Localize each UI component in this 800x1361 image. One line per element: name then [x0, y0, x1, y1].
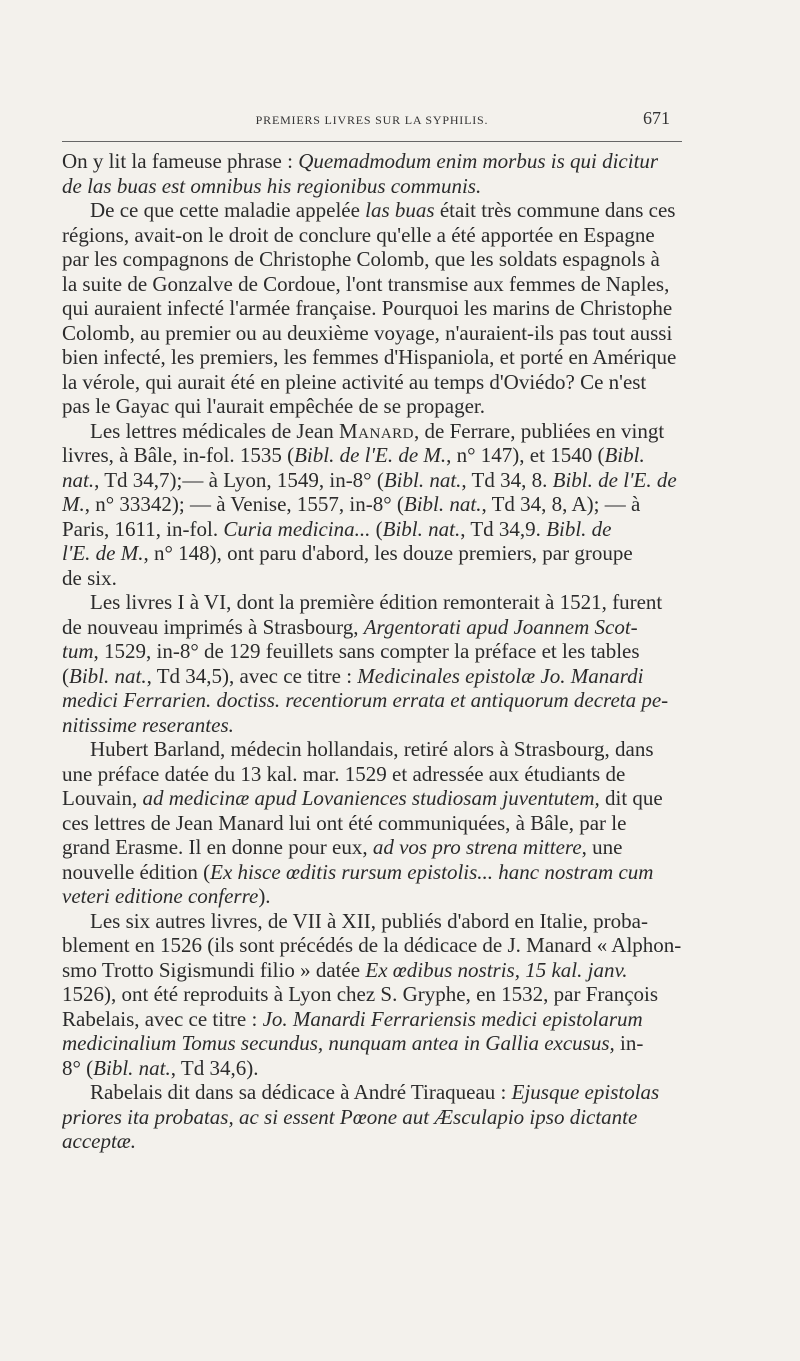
text-segment: smo Trotto Sigismundi filio » datée [62, 957, 366, 982]
text-segment: 1526), ont été reproduits à Lyon chez S. Gryphe, en 1532, par François [62, 982, 659, 1006]
text-segment: Rabelais, avec ce titre : [62, 1006, 263, 1031]
text-segment: grand Erasme. Il en donne pour eux, [62, 835, 373, 859]
italic-text: Quemadmodum enim morbus is qui dicitur [298, 149, 659, 173]
text-line [62, 737, 682, 762]
text-segment: , une [581, 835, 623, 859]
text-segment: , de Ferrare, publiées en vingt [414, 418, 665, 443]
italic-text: ad medicinæ apud Lovaniences studiosam juventutem, [142, 786, 600, 810]
text-line [62, 247, 682, 272]
italic-text: l'E. de M. [62, 541, 144, 565]
text-line [62, 884, 682, 909]
text-line [62, 590, 682, 615]
text-line [62, 909, 682, 934]
text-line [62, 1031, 682, 1056]
italic-text: priores ita probatas, ac si essent Pœone aut Æsculapio ipso dictante [62, 1104, 638, 1129]
text-line [62, 982, 682, 1007]
italic-text: Argentorati apud Joannem Scot- [363, 614, 638, 639]
text-segment: une préface datée du 13 kal. mar. 1529 et adressée aux étudiants de [62, 761, 626, 786]
text-segment: 8° ( [62, 1055, 94, 1080]
text-line [62, 468, 682, 493]
text-line [62, 517, 682, 542]
text-segment: De ce que cette maladie appelée [90, 198, 366, 222]
italic-text: nat. [62, 467, 95, 492]
italic-text: Medicinales epistolæ Jo. Manardi [357, 663, 644, 688]
italic-text: de las buas est omnibus his regionibus communis. [62, 173, 482, 198]
text-line [62, 811, 682, 836]
text-segment: Paris, 1611, in-fol. [62, 516, 224, 541]
text-segment: livres, à Bâle, in-fol. 1535 ( [62, 443, 295, 467]
text-segment: , Td 34,5), avec ce titre : [146, 663, 358, 688]
text-segment: , Td 34, 8. [461, 467, 553, 492]
text-line [62, 223, 682, 248]
text-line [62, 272, 682, 297]
text-segment: Hubert Barland, médecin hollandais, retiré alors à Strasbourg, dans [90, 737, 654, 761]
text-segment: régions, avait-on le droit de conclure qu'elle a été apportée en Espagne [62, 222, 655, 247]
text-segment: , n° 148), ont paru d'abord, les douze premiers, par groupe [143, 541, 633, 565]
text-segment: , Td 34,6). [170, 1055, 259, 1080]
text-line [62, 786, 682, 811]
text-line [62, 198, 682, 223]
text-segment: ). [258, 884, 271, 908]
text-segment: , Td 34,7);— à Lyon, 1549, in-8° ( [94, 467, 384, 492]
italic-text: ad vos pro strena mittere [372, 835, 582, 859]
italic-text: tum [62, 639, 94, 663]
text-segment: nouvelle édition ( [62, 859, 211, 884]
text-line [62, 713, 682, 738]
text-segment: ( [370, 516, 383, 541]
text-segment: de nouveau imprimés à Strasbourg, [62, 614, 364, 639]
italic-text: acceptæ. [62, 1129, 137, 1153]
text-segment: Les lettres médicales de Jean [90, 418, 339, 443]
italic-text: medicinalium Tomus secundus, nunquam antea in Gallia excusus, [62, 1031, 615, 1055]
text-line [62, 835, 682, 860]
text-segment: Rabelais dit dans sa dédicace à André Tiraqueau : [90, 1080, 512, 1104]
smallcaps-name: Manard [338, 418, 414, 443]
text-line [62, 958, 682, 983]
text-line [62, 321, 682, 346]
italic-text: Bibl. nat. [69, 663, 147, 688]
italic-text: veteri editione conferre [62, 884, 259, 908]
text-line [62, 933, 682, 958]
italic-text: Bibl. nat. [403, 492, 482, 516]
text-line [62, 370, 682, 395]
text-segment: , n° 147), et 1540 ( [446, 443, 605, 467]
text-segment: , Td 34, 8, A); — à [481, 492, 641, 516]
text-line [62, 492, 682, 517]
page-header [62, 108, 682, 138]
text-line [62, 149, 682, 174]
text-segment: Louvain, [62, 786, 143, 810]
text-segment: de six. [62, 565, 117, 590]
text-segment: blement en 1526 (ils sont précédés de la dédicace de J. Manard « Alphon- [62, 933, 682, 957]
italic-text: medici Ferrarien. doctiss. recentiorum errata et antiquorum decreta pe- [62, 688, 669, 712]
italic-text: nitissime reserantes. [62, 712, 234, 737]
text-line [62, 566, 682, 591]
text-line [62, 762, 682, 787]
text-line [62, 1056, 682, 1081]
italic-text: Bibl. nat. [93, 1055, 171, 1080]
italic-text: Bibl. de l'E. de M. [294, 443, 447, 467]
header-rule [62, 141, 682, 142]
text-line [62, 860, 682, 885]
text-line [62, 1105, 682, 1130]
text-line [62, 345, 682, 370]
text-segment: Colomb, au premier ou au deuxième voyage, n'auraient-ils pas tout aussi [62, 320, 673, 345]
text-line [62, 1080, 682, 1105]
italic-text: Ejusque epistolas [511, 1080, 660, 1104]
text-segment: ( [62, 663, 69, 688]
italic-text: las buas [365, 198, 435, 222]
text-line [62, 639, 682, 664]
text-line [62, 688, 682, 713]
text-segment: la suite de Gonzalve de Cordoue, l'ont transmise aux femmes de Naples, [62, 271, 670, 296]
text-line [62, 394, 682, 419]
text-segment: bien infecté, les premiers, les femmes d'Hispaniola, et porté en Amérique [62, 345, 677, 369]
text-line [62, 443, 682, 468]
text-line [62, 615, 682, 640]
text-line [62, 1129, 682, 1154]
italic-text: Bibl. de [546, 516, 612, 541]
italic-text: Ex hisce œditis rursum epistolis... hanc nostram cum [210, 859, 654, 884]
text-segment: qui auraient infecté l'armée française. Pourquoi les marins de Christophe [62, 296, 673, 320]
text-segment: la vérole, qui aurait été en pleine activité au temps d'Oviédo? Ce n'est [62, 369, 647, 394]
italic-text: Ex œdibus nostris, 15 kal. janv. [365, 957, 628, 982]
text-segment: Les livres I à VI, dont la première édition remonterait à 1521, furent [90, 590, 663, 614]
text-line [62, 1007, 682, 1032]
text-segment: , n° 33342); — à Venise, 1557, in-8° ( [84, 492, 404, 516]
text-segment: était très commune dans ces [434, 198, 676, 222]
text-segment: dit que [599, 786, 663, 810]
body-text [62, 149, 682, 1154]
italic-text: M. [62, 492, 85, 516]
running-title: PREMIERS LIVRES SUR LA SYPHILIS. [255, 113, 489, 127]
italic-text: Bibl. nat. [383, 467, 462, 492]
text-line [62, 296, 682, 321]
text-segment: , 1529, in-8° de 129 feuillets sans compter la préface et les tables [93, 639, 640, 663]
text-segment: ces lettres de Jean Manard lui ont été communiquées, à Bâle, par le [62, 810, 627, 835]
italic-text: Bibl. nat. [382, 516, 461, 541]
page-number: 671 [643, 108, 670, 128]
text-line [62, 664, 682, 689]
italic-text: Jo. Manardi Ferrariensis medici epistolarum [262, 1006, 643, 1031]
text-line [62, 541, 682, 566]
text-line [62, 174, 682, 199]
text-segment: , Td 34,9. [460, 516, 547, 541]
italic-text: Bibl. de l'E. de [552, 467, 677, 492]
text-segment: pas le Gayac qui l'aurait empêchée de se propager. [62, 394, 486, 418]
text-segment: On y lit la fameuse phrase : [62, 149, 299, 173]
italic-text: Curia medicina... [223, 516, 371, 541]
text-segment: par les compagnons de Christophe Colomb, que les soldats espagnols à [62, 247, 660, 271]
italic-text: Bibl. [604, 443, 645, 467]
text-segment: Les six autres livres, de VII à XII, publiés d'abord en Italie, proba- [90, 908, 648, 933]
text-segment: in- [614, 1031, 644, 1055]
text-line [62, 419, 682, 444]
